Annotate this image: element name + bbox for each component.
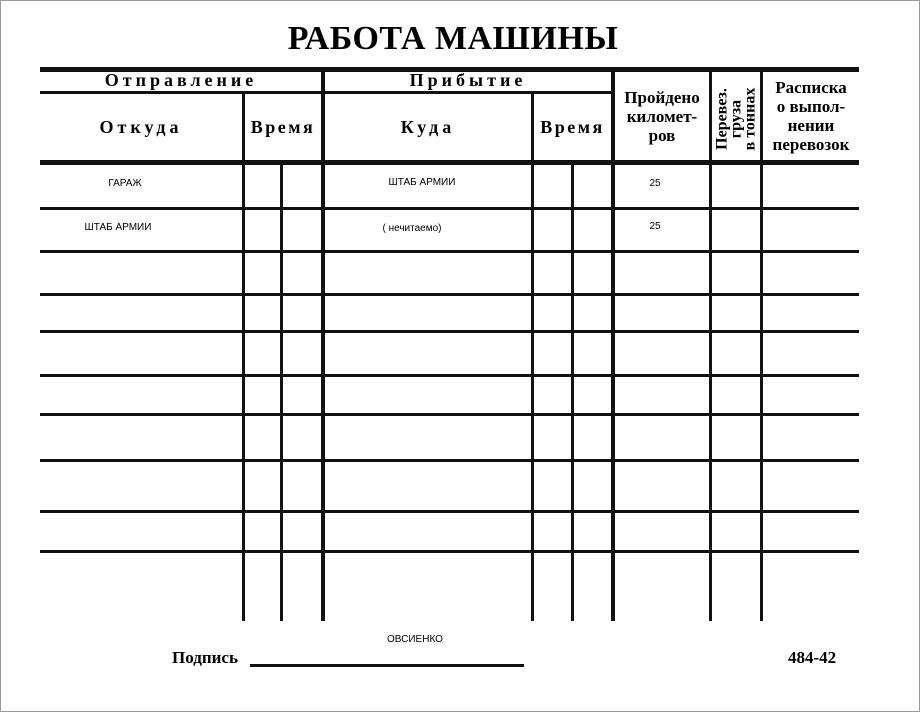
header-arrival-time: Время xyxy=(540,116,605,137)
header-departure: Отправление xyxy=(104,70,258,90)
row-1-from: ГАРАЖ xyxy=(108,178,142,189)
row-divider xyxy=(40,293,859,296)
header-km-line: километ- xyxy=(626,106,698,126)
row-divider xyxy=(40,330,859,333)
row-divider xyxy=(40,510,859,513)
header-receipt-line: о выпол- xyxy=(776,97,846,116)
header-receipt-line: перевозок xyxy=(772,135,850,154)
header-cargo-line: груза xyxy=(727,99,745,139)
col-divider-time-split xyxy=(280,162,283,621)
header-bottom-border xyxy=(40,160,859,165)
row-divider xyxy=(40,459,859,462)
row-divider xyxy=(40,550,859,553)
header-arrival: Прибытие xyxy=(409,70,527,90)
header-km xyxy=(615,72,709,160)
row-1-km: 25 xyxy=(649,178,661,189)
form-number: 484-42 xyxy=(788,648,837,667)
signature-name: ОВСИЕНКО xyxy=(387,634,443,645)
header-to: Куда xyxy=(400,116,456,137)
row-divider xyxy=(40,207,859,210)
row-2-km: 25 xyxy=(649,221,661,232)
col-divider-from-time xyxy=(242,94,245,621)
row-2-from: ШТАБ АРМИИ xyxy=(84,222,152,233)
header-km-line: Пройдено xyxy=(624,87,700,107)
row-divider xyxy=(40,413,859,416)
header-km-line: ров xyxy=(648,125,676,145)
row-1-to: ШТАБ АРМИИ xyxy=(388,177,456,188)
header-cargo xyxy=(712,78,760,160)
row-2-to: ( нечитаемо) xyxy=(382,223,442,234)
signature-line xyxy=(250,664,524,667)
form-title: РАБОТА МАШИНЫ xyxy=(287,20,619,57)
col-divider-time-split xyxy=(571,162,574,621)
header-cargo-line: Перевез. xyxy=(713,88,731,150)
header-cargo-line: в тоннах xyxy=(741,87,759,151)
header-receipt-line: Расписка xyxy=(775,78,847,97)
row-divider xyxy=(40,374,859,377)
header-receipt-line: нении xyxy=(787,116,835,135)
row-divider xyxy=(40,250,859,253)
signature-label: Подпись xyxy=(172,648,238,667)
col-divider-to-time xyxy=(531,94,534,621)
header-departure-time: Время xyxy=(250,116,316,137)
header-receipt xyxy=(763,72,859,160)
header-from: Откуда xyxy=(99,116,183,137)
